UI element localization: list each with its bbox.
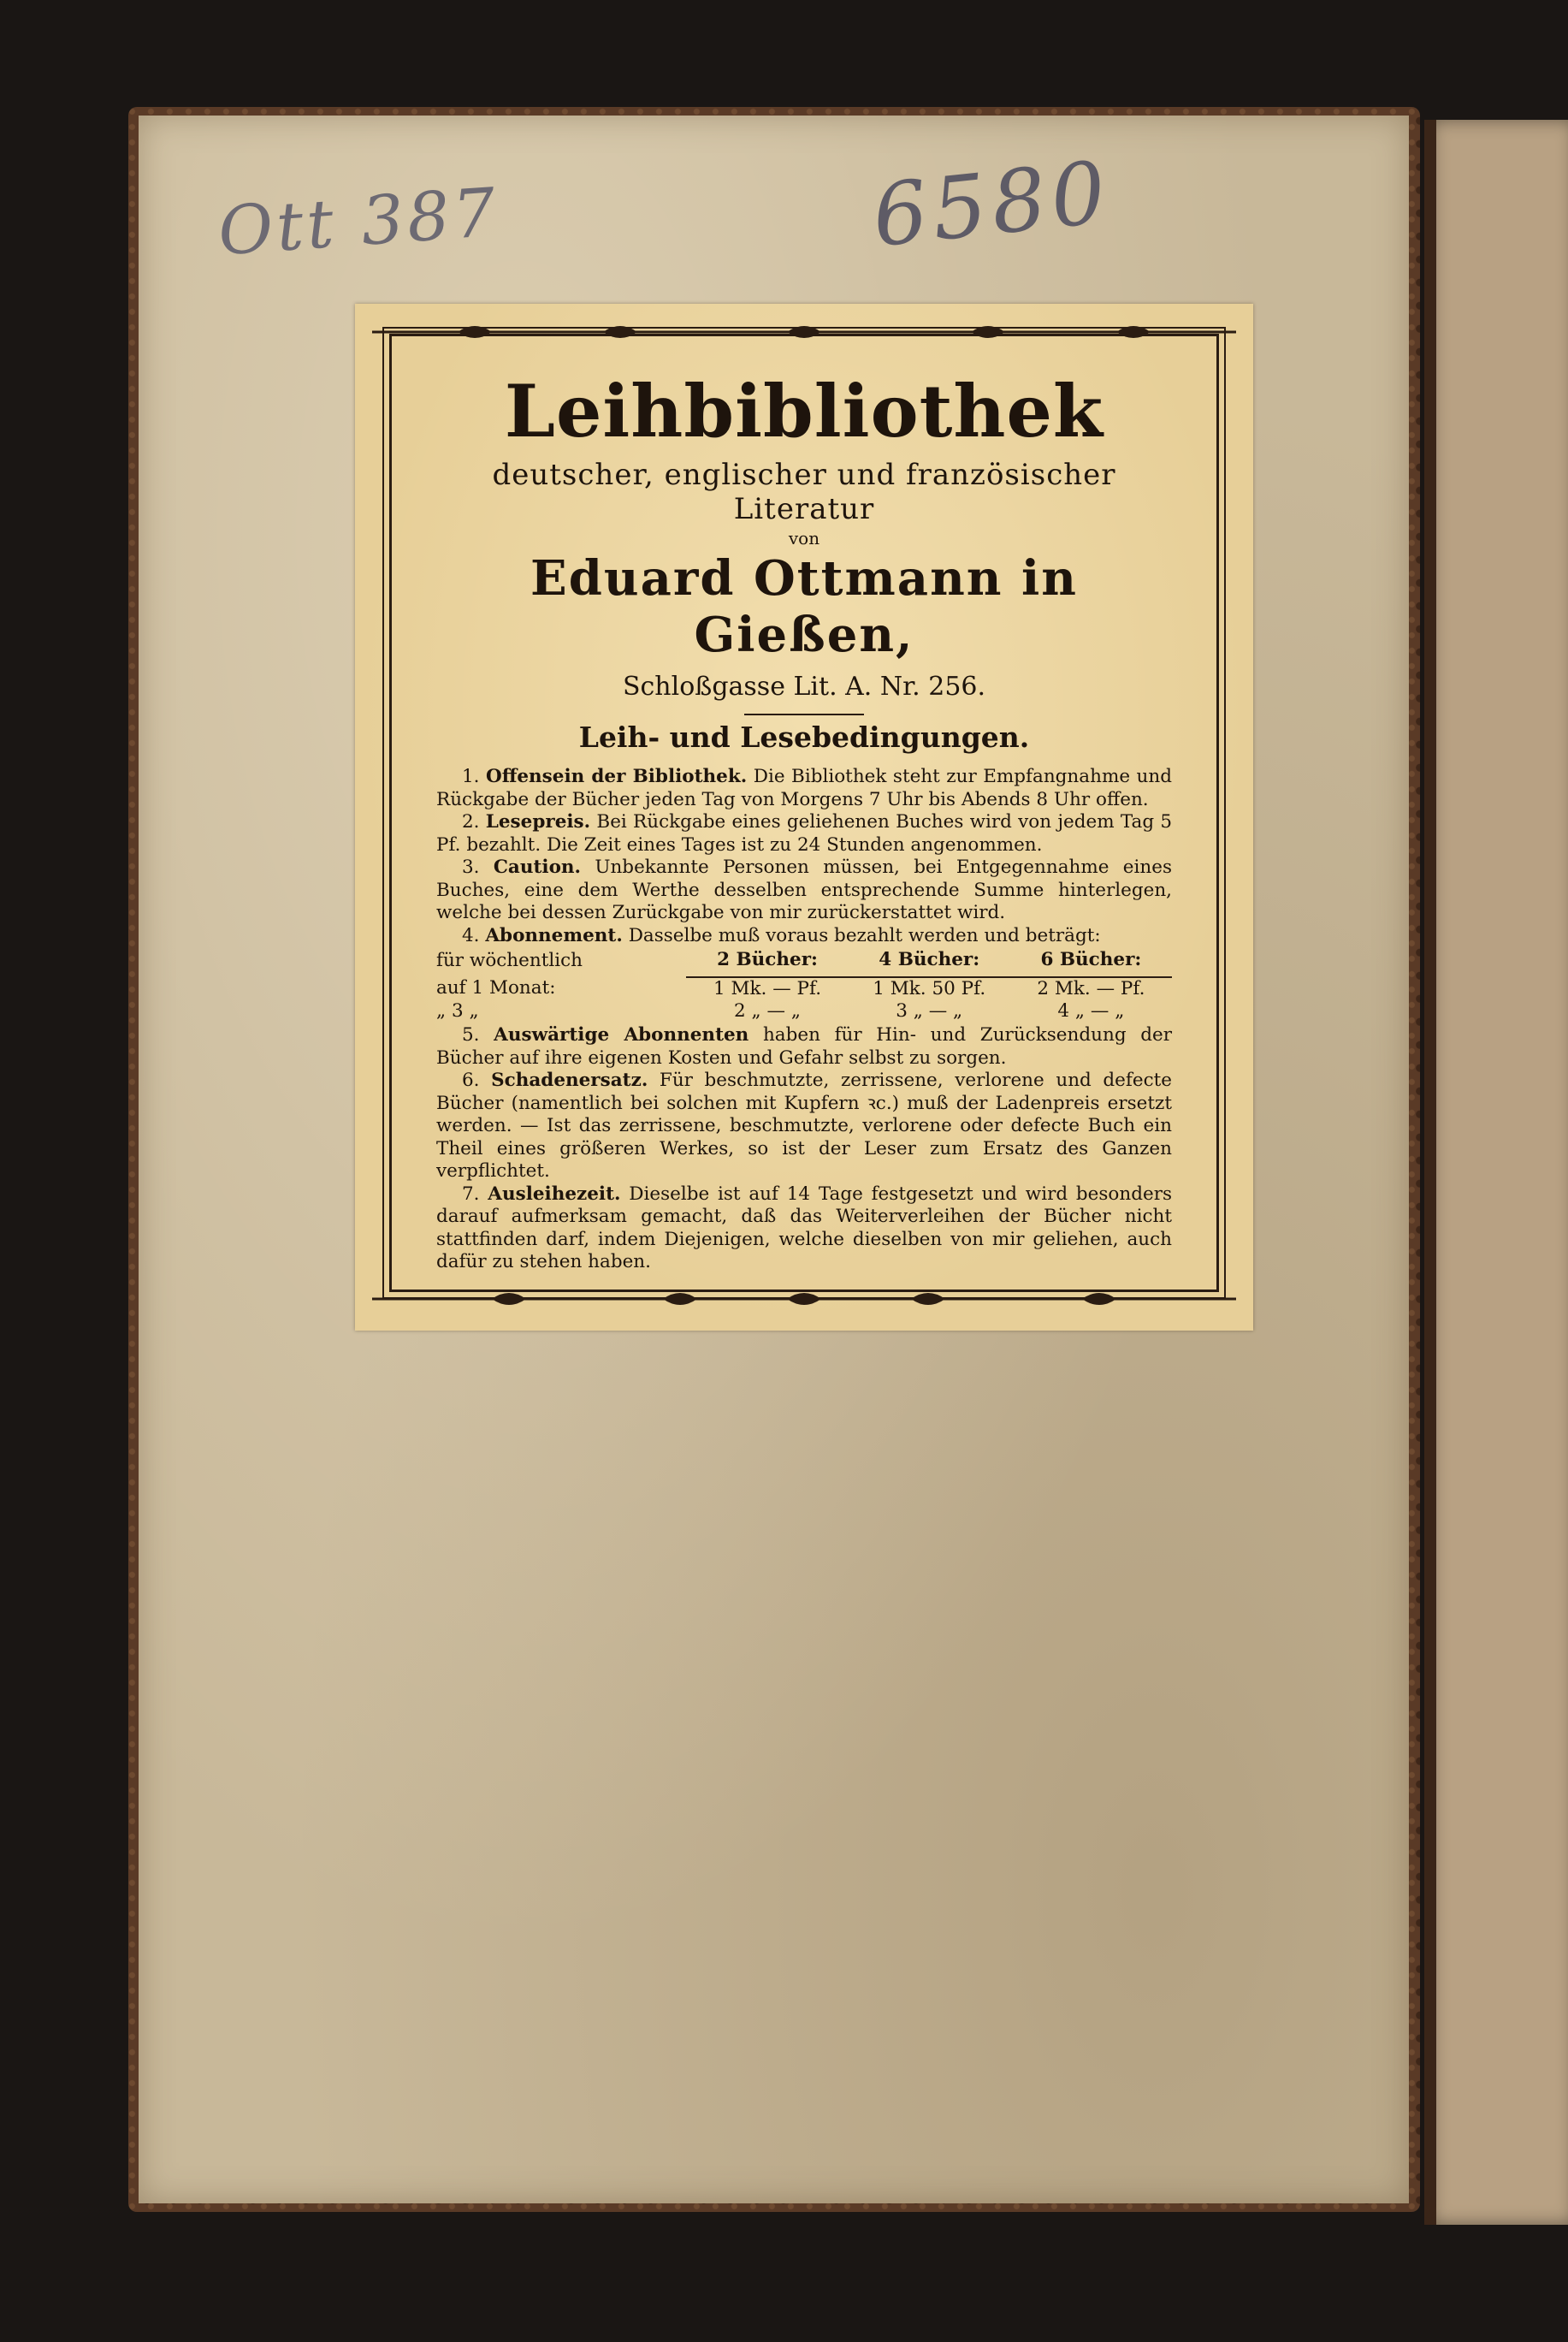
- divider-rule: [744, 714, 864, 715]
- label-von: von: [788, 528, 820, 549]
- rule-item: 2. Lesepreis. Bei Rückgabe eines geliehenen Buches wird von jedem Tag 5 Pf. bezahlt. Die Zeit eines Tages ist zu 24 Stunden angenommen.: [436, 811, 1173, 856]
- ornamental-border-bottom: [372, 1286, 1236, 1312]
- rates-column-header: 6 Bücher:: [1010, 949, 1172, 977]
- subscription-rates-table: [436, 949, 1172, 1023]
- rates-column-header: 2 Bücher:: [686, 949, 848, 977]
- proprietor-name: Eduard Ottmann in Gießen,: [530, 550, 1078, 664]
- label-text: [436, 355, 1172, 1271]
- rates-row: auf 1 Monat: 1 Mk. — Pf. 1 Mk. 50 Pf. 2 Mk. — Pf.: [436, 977, 1145, 1000]
- conditions-heading: Leih- und Lesebedingungen.: [578, 720, 1030, 755]
- conditions-list: [436, 766, 1172, 1274]
- label-subtitle: deutscher, englischer und französischer Literatur: [492, 458, 1116, 527]
- handwritten-accession-number: 6580: [867, 141, 1115, 267]
- rule-item: 5. Auswärtige Abonnenten haben für Hin- und Zurücksendung der Bücher auf ihre eigenen Kosten und Gefahr selbst zu sorgen.: [436, 1024, 1172, 1069]
- rates-row: „ 3 „ 2 „ — „ 3 „ — „ 4 „ — „: [436, 1000, 1125, 1023]
- rule-item: 1. Offensein der Bibliothek. Die Bibliothek steht zur Empfangnahme und Rückgabe der Bücher jeden Tag von Morgens 7 Uhr bis Abends 8 Uhr offen.: [436, 766, 1172, 810]
- rule-item: 7. Ausleihezeit. Dieselbe ist auf 14 Tage festgesetzt und wird besonders darauf aufmerksam gemacht, daß das Weiterverleihen der Bücher nicht stattfinden darf, indem Diejenigen, welche dieselben von mir geliehen, auch dafür zu stehen haben.: [436, 1183, 1172, 1273]
- rule-item: 4. Abonnement. Dasselbe muß voraus bezahlt werden und beträgt:: [462, 924, 1101, 946]
- rule-item: 3. Caution. Unbekannte Personen müssen, bei Entgegennahme eines Buches, eine dem Werthe desselben entsprechende Summe hinterlegen, welche bei dessen Zurückgabe von mir zurückerstattet wird.: [436, 857, 1172, 924]
- handwritten-shelfmark: Ott 387: [216, 174, 502, 271]
- lending-library-label: [355, 304, 1253, 1331]
- rates-row-header: für wöchentlich: [436, 949, 583, 971]
- label-title: Leihbibliothek: [504, 369, 1104, 454]
- proprietor-address: Schloßgasse Lit. A. Nr. 256.: [622, 672, 986, 703]
- rates-column-header: 4 Bücher:: [849, 949, 1010, 977]
- facing-page-edge: [1424, 120, 1568, 2225]
- rule-item: 6. Schadenersatz. Für beschmutzte, zerrissene, verlorene und defecte Bücher (namentlich bei solchen mit Kupfern ꝛc.) muß der Ladenpreis ersetzt werden. — Ist das zerrissene, beschmutzte, verlorene oder defecte Buch ein Theil eines größeren Werkes, so ist der Leser zum Ersatz des Ganzen verpflichtet.: [436, 1070, 1172, 1183]
